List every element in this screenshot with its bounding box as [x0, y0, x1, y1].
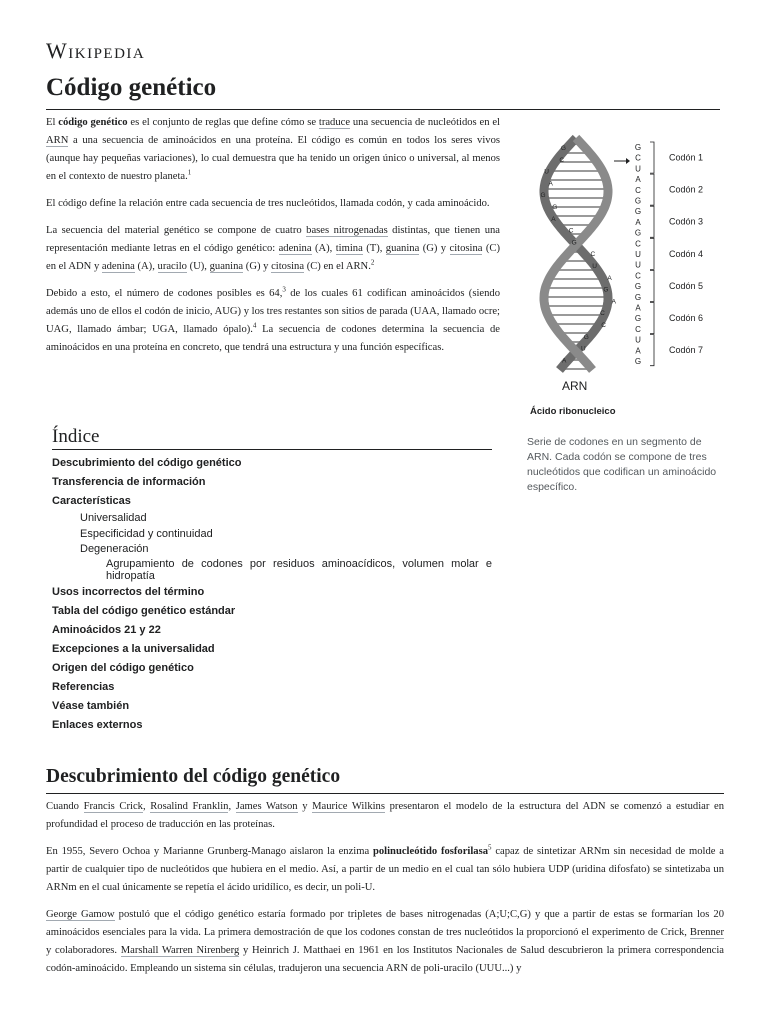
link-rosalind-franklin[interactable]: Rosalind Franklin	[150, 801, 229, 812]
toc-title: Índice	[52, 426, 492, 450]
strand-base-letter: U	[592, 263, 597, 270]
link-uracilo[interactable]: uracilo	[157, 261, 187, 272]
nucleotide-letter: C	[635, 239, 641, 249]
codon-label: Codón 5	[669, 280, 704, 291]
link-guanina-arn[interactable]: guanina	[209, 261, 244, 272]
codon-bracket	[650, 174, 654, 205]
toc-item[interactable]: Referencias	[52, 680, 115, 693]
nucleotide-letter: G	[634, 282, 642, 292]
reference-2[interactable]: 2	[370, 258, 375, 267]
reference-4[interactable]: 4	[252, 321, 257, 330]
toc-item[interactable]: Excepciones a la universalidad	[52, 642, 215, 655]
strand-base-letter: U	[581, 345, 586, 353]
arn-name-label: Ácido ribonucleico	[530, 406, 616, 417]
section-body	[46, 798, 724, 987]
rna-codon-diagram	[526, 134, 726, 424]
nucleotide-letter: U	[635, 250, 641, 259]
reference-5[interactable]: 5	[488, 843, 492, 852]
nucleotide-letter: U	[635, 260, 641, 270]
link-bases-nitrogenadas[interactable]: bases nitrogenadas	[306, 225, 388, 236]
toc-item[interactable]: Usos incorrectos del término	[52, 585, 205, 598]
title-divider	[46, 109, 720, 110]
strand-base-letter: A	[611, 298, 616, 306]
strand-base-letter: G	[583, 333, 589, 341]
codon-bracket	[650, 270, 654, 301]
pointer-arrow-head	[626, 158, 630, 164]
nucleotide-letter: C	[635, 271, 641, 281]
link-traduce[interactable]: traduce	[318, 117, 351, 128]
section-paragraph-1: Cuando Francis Crick, Rosalind Franklin, James Watson y Maurice Wilkins presentaron el modelo de la estructura del ADN se comenzó a estudiar en profundidad el proceso de traducción en las proteínas.	[46, 801, 725, 830]
link-timina[interactable]: timina	[335, 243, 363, 254]
strand-base-letter: C	[559, 156, 565, 164]
strand-base-letter: C	[600, 310, 605, 318]
toc-item[interactable]: Transferencia de información	[52, 476, 206, 488]
nucleotide-letter: G	[634, 314, 642, 324]
bold-enzyme: polinucleótido fosforilasa	[372, 846, 489, 857]
codon-bracket	[650, 206, 654, 237]
toc-item[interactable]: Tabla del código genético estándar	[52, 604, 236, 617]
link-marshall-nirenberg[interactable]: Marshall Warren Nirenberg	[120, 945, 240, 956]
intro-paragraph-4: Debido a esto, el número de codones posibles es 64,$^3$ de los cuales 61 codifican aminoácidos (siendo además uno de ellos el codón de inicio, AUG) y los tres restantes son sitios de parada (UAA, llamado ocre; UAG, llamado ámbar; UGA, llamado ópalo).$^4$ La secuencia de codones determina la secuencia de aminoácidos en una proteína en concreto, que tendrá una estructura y una función específicas.	[46, 285, 500, 353]
strand-base-letter: A	[607, 274, 612, 282]
toc-item[interactable]: Universalidad	[80, 512, 147, 524]
strand-base-letter: C	[568, 227, 574, 235]
intro-paragraph-1: El código genético es el conjunto de reglas que define cómo se traduce una secuencia de nucleótidos en el ARN a una secuencia de aminoácidos en una proteína. El código es común en todos los seres vivos (aunque hay pequeñas variaciones), lo cual demuestra que ha tenido un origen único o universal, al menos en el contexto de nuestro planeta.$^1$	[46, 117, 500, 182]
link-arn[interactable]: ARN	[46, 135, 69, 146]
toc-item[interactable]: Aminoácidos 21 y 22	[52, 623, 161, 636]
toc-item[interactable]: Especificidad y continuidad	[80, 527, 213, 540]
link-maurice-wilkins[interactable]: Maurice Wilkins	[312, 801, 385, 812]
nucleotide-letter: G	[634, 357, 642, 366]
section-divider	[46, 793, 724, 794]
nucleotide-letter: C	[635, 153, 641, 163]
toc-list	[52, 454, 492, 735]
toc-item[interactable]: Véase también	[52, 699, 130, 712]
strand-base-letter: G	[540, 192, 546, 200]
nucleotide-letter: A	[635, 217, 641, 227]
link-james-watson[interactable]: James Watson	[235, 801, 298, 812]
nucleotide-letter: G	[634, 207, 642, 217]
section-paragraph-2: En 1955, Severo Ochoa y Marianne Grunberg-Manago aislaron la enzima polinucleótido fosforilasa$^5$ capaz de sintetizar ARNm sin necesidad de molde a partir de cualquier tipo de nucleótidos que hubiera en el medio. Así, a partir de un medio en el cual tan sólo hubiera UDP (uridina difosfato) se sintetizaba un ARNm en el cual únicamente se repetía el ácido uridílico, es decir, un poli-U.	[46, 843, 724, 893]
codon-label: Codón 6	[669, 313, 704, 324]
nucleotide-letter: U	[635, 335, 641, 345]
rna-figure[interactable]	[526, 134, 726, 429]
strand-base-letter: A	[562, 357, 567, 365]
codon-bracket	[650, 335, 654, 366]
wikipedia-logo[interactable]: Wikipedia	[46, 38, 146, 63]
intro-paragraph-3: La secuencia del material genético se compone de cuatro bases nitrogenadas distintas, que tienen una representación mediante letras en el código genético: adenina (A), timina (T), guanina (G) y citosina (C) en el ADN y adenina (A), uracilo (U), guanina (G) y citosina (C) en el ARN.$^2$	[46, 225, 500, 272]
strand-base-letter: G	[603, 286, 609, 294]
link-george-gamow[interactable]: George Gamow	[46, 909, 115, 920]
nucleotide-letter: G	[634, 196, 642, 206]
toc-item[interactable]: Origen del código genético	[52, 661, 194, 674]
reference-3[interactable]: 3	[282, 285, 286, 294]
toc-item[interactable]: Enlaces externos	[52, 718, 143, 731]
codon-bracket	[650, 238, 654, 269]
link-citosina-arn[interactable]: citosina	[271, 261, 305, 272]
link-guanina[interactable]: guanina	[385, 243, 420, 254]
codon-label: Codón 7	[669, 345, 704, 356]
strand-base-letter: A	[548, 180, 553, 188]
strand-base-letter: G	[552, 204, 558, 211]
nucleotide-letter: C	[635, 185, 641, 195]
section-heading-descubrimiento: Descubrimiento del código genético	[46, 766, 341, 787]
intro-paragraph-2: El código define la relación entre cada secuencia de tres nucleótidos, llamada codón, y cada aminoácido.	[46, 198, 490, 209]
link-adenina[interactable]: adenina	[278, 243, 312, 254]
link-adenina-arn[interactable]: adenina	[101, 261, 135, 272]
nucleotide-letter: U	[635, 164, 641, 174]
page-title: Código genético	[46, 74, 217, 101]
codon-label: Codón 1	[669, 152, 704, 163]
table-of-contents	[52, 426, 492, 735]
toc-item[interactable]: Agrupamiento de codones por residuos aminoacídicos, volumen molar e hidropatía	[106, 557, 492, 582]
section-paragraph-3: George Gamow postuló que el código genético estaría formado por tripletes de bases nitrogenadas (A;U;C,G) y que a partir de estas se formarían los 20 aminoácidos esenciales para la vida. La primera demostración de que los codones constan de tres nucleótidos la proporcionó el experimento de Crick, Brenner y colaboradores. Marshall Warren Nirenberg y Heinrich J. Matthaei en 1961 en los Institutos Nacionales de Salud descubrieron la primera correspondencia codón-aminoácido. Empleando un sistema sin células, tradujeron una secuencia ARN de poli-uracilo (UUU...) y	[46, 909, 724, 974]
toc-item[interactable]: Descubrimiento del código genético	[52, 457, 242, 469]
link-brenner[interactable]: Brenner	[689, 927, 724, 938]
nucleotide-letter: A	[635, 303, 641, 313]
codon-label: Codón 3	[669, 216, 704, 227]
toc-item[interactable]: Características	[52, 495, 131, 507]
codon-label: Codón 4	[669, 248, 704, 259]
nucleotide-letter: C	[635, 324, 641, 334]
codon-bracket	[650, 142, 654, 173]
codon-label: Codón 2	[669, 184, 704, 195]
link-citosina[interactable]: citosina	[449, 243, 483, 254]
strand-base-letter: G	[571, 239, 577, 247]
link-francis-crick[interactable]: Francis Crick	[83, 801, 143, 812]
intro-section	[46, 114, 500, 366]
nucleotide-letter: G	[634, 143, 642, 152]
strand-base-letter: A	[551, 215, 556, 223]
nucleotide-letter: A	[635, 175, 641, 185]
arn-label: ARN	[562, 379, 588, 393]
nucleotide-letter: A	[635, 346, 641, 356]
nucleotide-letter: G	[634, 292, 642, 302]
strand-base-letter: C	[590, 251, 596, 259]
bold-term: código genético	[58, 117, 128, 128]
codon-bracket	[650, 303, 654, 334]
strand-base-letter: G	[560, 145, 566, 152]
reference-1[interactable]: 1	[187, 168, 192, 177]
nucleotide-letter: G	[634, 228, 642, 238]
figure-caption: Serie de codones en un segmento de ARN. Cada codón se compone de tres nucleótidos que codifican un aminoácido específico.	[527, 436, 717, 493]
strand-base-letter: C	[601, 322, 606, 329]
strand-base-letter: U	[544, 168, 550, 176]
toc-item[interactable]: Degeneración	[80, 543, 149, 555]
